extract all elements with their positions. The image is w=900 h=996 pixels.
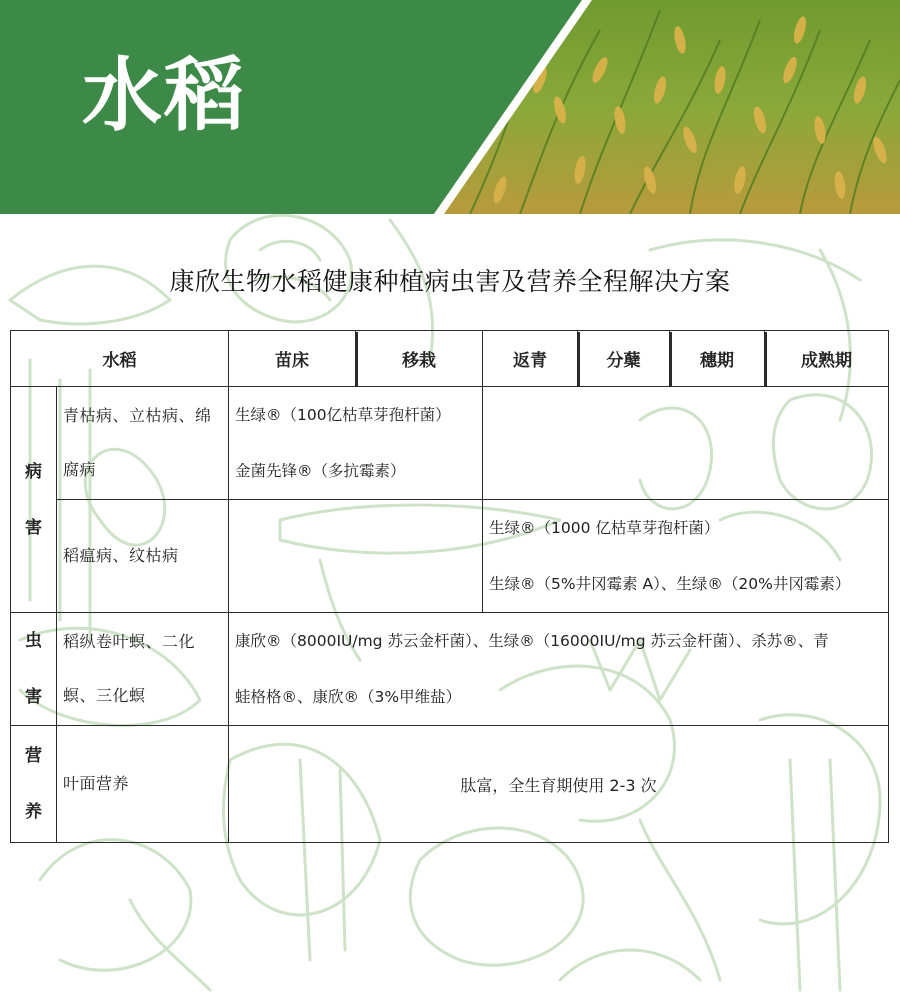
product-cell xyxy=(229,387,483,500)
table-row xyxy=(11,387,889,500)
target-text: 螟、三化螟 xyxy=(63,686,146,705)
category-pest xyxy=(11,613,57,726)
target-text: 青枯病、立枯病、绵 xyxy=(63,406,212,425)
category-char: 养 xyxy=(25,802,42,822)
page-title: 水稻 xyxy=(82,49,246,142)
empty-cell xyxy=(483,387,889,500)
header-divider xyxy=(765,332,767,386)
table-row xyxy=(11,726,889,843)
table-row xyxy=(11,500,889,613)
target-cell: 叶面营养 xyxy=(57,726,229,843)
header-crop: 水稻 xyxy=(11,331,229,387)
category-char: 害 xyxy=(25,517,42,538)
header-stage-transplant: 移栽 xyxy=(356,331,483,387)
category-nutrition xyxy=(11,726,57,843)
solution-table xyxy=(10,330,889,843)
product-cell xyxy=(483,500,889,613)
category-char: 营 xyxy=(25,746,42,766)
category-char: 虫 xyxy=(25,631,42,651)
product-cell xyxy=(229,613,889,726)
product-text: 生绿®（1000 亿枯草芽孢杆菌） xyxy=(489,519,720,537)
product-text: 生绿®（5%井冈霉素 A）、生绿®（20%井冈霉素） xyxy=(489,575,851,593)
category-char: 害 xyxy=(25,687,42,707)
empty-cell xyxy=(229,500,483,613)
product-cell: 肽富，全生育期使用 2-3 次 xyxy=(229,726,889,843)
category-disease xyxy=(11,387,57,613)
table-header-row xyxy=(11,331,889,387)
target-text: 稻纵卷叶螟、二化 xyxy=(63,632,196,651)
header-divider xyxy=(356,332,358,386)
header-divider xyxy=(578,332,580,386)
header-stage-regreen: 返青 xyxy=(483,331,578,387)
header-stage-seedbed: 苗床 xyxy=(229,331,356,387)
product-text: 金菌先锋®（多抗霉素） xyxy=(235,462,406,480)
target-text: 腐病 xyxy=(63,460,97,479)
header-stage-maturity: 成熟期 xyxy=(765,331,889,387)
header-stage-heading: 穗期 xyxy=(670,331,765,387)
header-banner xyxy=(0,0,900,214)
target-text: 稻瘟病、纹枯病 xyxy=(63,546,179,565)
table-caption: 康欣生物水稻健康种植病虫害及营养全程解决方案 xyxy=(169,267,731,296)
target-cell xyxy=(57,387,229,500)
product-text: 生绿®（100亿枯草芽孢杆菌） xyxy=(235,406,451,424)
product-text: 康欣®（8000IU/mg 苏云金杆菌）、生绿®（16000IU/mg 苏云金杆菌）、杀苏®、青 xyxy=(235,632,829,650)
header-divider xyxy=(670,332,672,386)
header-stage-tillering: 分蘖 xyxy=(578,331,670,387)
category-char: 病 xyxy=(25,461,42,482)
target-cell xyxy=(57,500,229,613)
target-cell xyxy=(57,613,229,726)
product-text: 蛙格格®、康欣®（3%甲维盐） xyxy=(235,688,462,706)
table-row xyxy=(11,613,889,726)
